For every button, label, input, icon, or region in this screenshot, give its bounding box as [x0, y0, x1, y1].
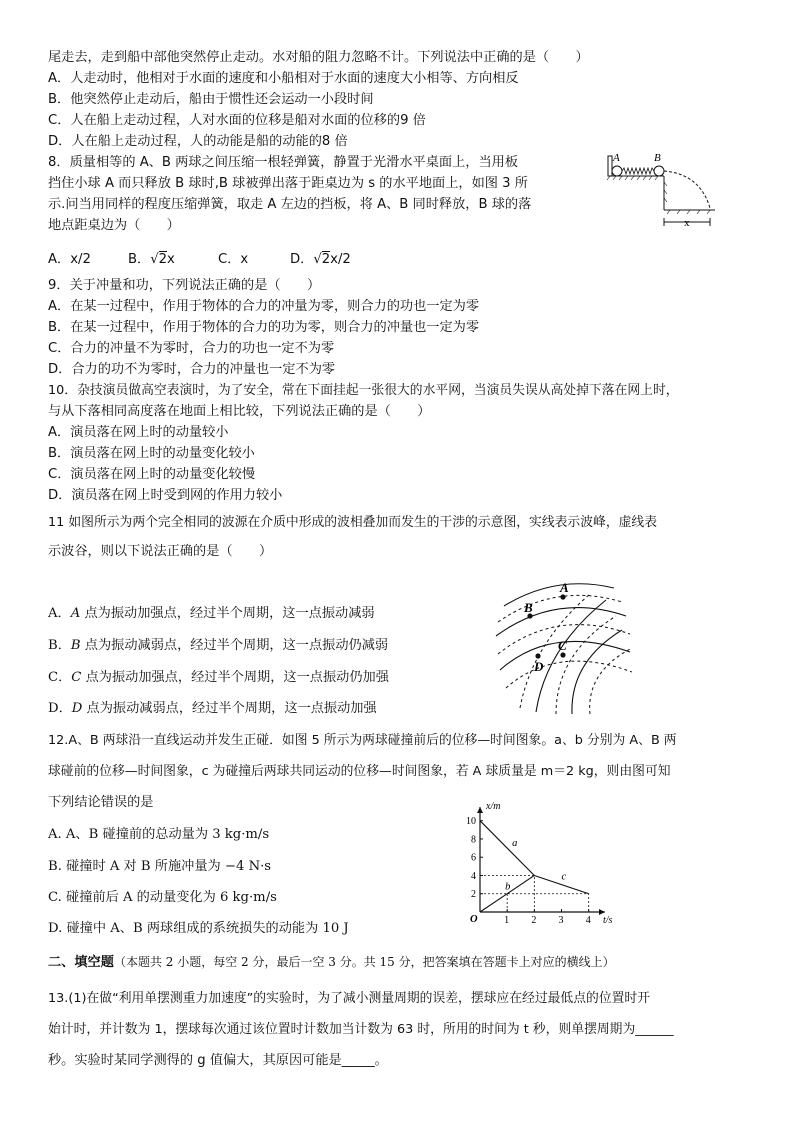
q13-line-1: 13.(1)在做“利用单摆测重力加速度”的实验时，为了减小测量周期的误差，摆球应在经过最低点的位置时开	[48, 991, 651, 1006]
q10-option-a: A．演员落在网上时的动量较小	[48, 425, 229, 440]
q12-option-c: C. 碰撞前后 A 的动量变化为 6 kg·m/s	[48, 890, 277, 905]
ball-a	[612, 166, 622, 176]
q11-option-c-text: 点为振动加强点，经过半个周期，这一点振动仍加强	[81, 670, 389, 685]
y-tick-label: 2	[471, 889, 476, 901]
q9-stem: 9．关于冲量和功，下列说法正确的是（ ）	[48, 278, 321, 293]
y-tick-label: 6	[471, 852, 476, 864]
section-2-title: 二、填空题	[48, 955, 114, 970]
q8-option-b	[128, 250, 175, 269]
q9-option-c: C．合力的冲量不为零时，合力的功也一定不为零	[48, 341, 335, 356]
x-tick-label: 3	[558, 915, 564, 925]
q10-option-b: B．演员落在网上时的动量变化较小	[48, 446, 255, 461]
section-2-heading	[48, 953, 615, 972]
label-x: x	[684, 217, 690, 229]
q11-option-d-text: 点为振动减弱点，经过半个周期，这一点振动加强	[82, 701, 377, 716]
q8-option-b-label: B．	[128, 252, 151, 267]
point-c	[560, 652, 565, 657]
table	[607, 176, 715, 214]
q12-option-b: B. 碰撞时 A 对 B 所施冲量为 −4 N·s	[48, 859, 272, 874]
q8-option-d	[290, 250, 351, 269]
q11-option-d-point: D	[71, 701, 83, 716]
q8-option-b-radicand: 2	[158, 252, 168, 267]
q11-option-c-prefix: C．	[48, 670, 72, 685]
q8-option-c: C．x	[218, 252, 249, 267]
x-tick-label: 1	[504, 915, 510, 925]
origin-label: O	[470, 914, 478, 925]
stop-board	[608, 156, 612, 176]
q7-option-b: B．他突然停止走动后，船由于惯性还会运动一小段时间	[48, 92, 374, 107]
q13-line-3: 秒。实验时某同学测得的 g 值偏大，其原因可能是_____。	[48, 1053, 388, 1068]
q11-option-d-prefix: D．	[48, 701, 72, 716]
point-a	[560, 594, 565, 599]
label-a: A	[560, 580, 569, 595]
sqrt-icon: √	[150, 252, 159, 267]
chart-axes	[477, 807, 605, 915]
series-label-a: a	[512, 838, 518, 850]
q8-option-d-label: D．	[290, 252, 314, 267]
q11-stem-1: 11 如图所示为两个完全相同的波源在介质中形成的波相叠加而发生的干涉的示意图，实线表示波峰，虚线表	[48, 515, 658, 530]
y-axis-label: x/m	[486, 801, 501, 812]
q12-option-a: A. A、B 碰撞前的总动量为 3 kg·m/s	[48, 827, 270, 842]
q7-option-d: D．人在船上走动过程，人的动能是船的动能的8 倍	[48, 134, 348, 149]
q8-option-d-var: x/2	[330, 252, 351, 267]
label-a: A	[613, 152, 620, 164]
chart-guides	[480, 875, 589, 912]
q11-option-a-text: 点为振动加强点，经过半个周期，这一点振动减弱	[80, 606, 375, 621]
label-c: C	[558, 638, 567, 653]
q7-option-a: A．人走动时，他相对于水面的速度和小船相对于水面的速度大小相等、方向相反	[48, 71, 519, 86]
q8-line-4: 地点距桌边为（ ）	[48, 218, 180, 233]
q11-option-c-point: C	[71, 670, 82, 685]
q7-option-c: C．人在船上走动过程，人对水面的位移是船对水面的位移的9 倍	[48, 113, 426, 128]
q11-option-b-text: 点为振动减弱点，经过半个周期，这一点振动仍减弱	[80, 638, 389, 653]
point-d	[535, 653, 540, 658]
q8-option-a: A．x/2	[48, 252, 91, 267]
y-axis-arrow	[477, 807, 483, 813]
q11-option-a	[48, 604, 375, 623]
q8-option-d-radicand: 2	[321, 252, 331, 267]
label-d: D	[534, 659, 544, 674]
label-b: B	[654, 152, 661, 164]
section-2-note: （本题共 2 小题，每空 2 分，最后一空 3 分。共 15 分，把答案填在答题卡上对应的横线上）	[113, 955, 615, 969]
series-label-c: c	[561, 871, 567, 883]
q11-option-b-prefix: B．	[48, 638, 71, 653]
spring	[622, 168, 654, 174]
q8-line-2: 挡住小球 A 而只释放 B 球时,B 球被弹出落于距桌边为 s 的水平地面上，如图 3 所	[48, 176, 528, 191]
y-tick-label: 8	[471, 834, 476, 846]
q12-option-d: D. 碰撞中 A、B 两球组成的系统损失的动能为 10 J	[48, 921, 349, 936]
q9-option-d: D．合力的功不为零时，合力的冲量也一定不为零	[48, 362, 336, 377]
y-tick-label: 10	[466, 816, 476, 828]
q11-stem-2: 示波谷，则以下说法正确的是（ ）	[48, 544, 273, 559]
q10-stem-2: 与从下落相同高度落在地面上相比较，下列说法正确的是（ ）	[48, 404, 431, 419]
series-label-b: b	[505, 881, 511, 893]
y-tick-label: 4	[471, 870, 476, 882]
q12-xt-chart	[460, 800, 620, 925]
x-tick-label: 4	[585, 915, 591, 925]
q11-figure	[486, 578, 636, 714]
q8-figure	[600, 148, 720, 234]
ball-b	[654, 166, 664, 176]
q8-line-3: 示.问当用同样的程度压缩弹簧，取走 A 左边的挡板，将 A、B 同时释放，B 球的落	[48, 197, 532, 212]
q7-stem-tail: 尾走去，走到船中部他突然停止走动。水对船的阻力忽略不计。下列说法中正确的是（ ）	[48, 50, 589, 65]
q11-option-c	[48, 668, 389, 687]
trajectory	[664, 171, 710, 208]
q12-stem-1: 12.A、B 两球沿一直线运动并发生正碰．如图 5 所示为两球碰撞前后的位移—时间图象。a、b 分别为 A、B 两	[48, 733, 677, 748]
sqrt-icon: √	[313, 252, 322, 267]
x-tick-label: 2	[531, 915, 537, 925]
q11-option-b-point: B	[70, 638, 81, 653]
q11-option-a-point: A	[70, 606, 81, 621]
q8-option-b-var: x	[167, 252, 175, 267]
q12-stem-3: 下列结论错误的是	[48, 795, 154, 810]
q10-option-c: C．演员落在网上时的动量变化较慢	[48, 467, 256, 482]
series-line-a	[480, 821, 534, 876]
q13-line-2: 始计时，并计数为 1，摆球每次通过该位置时计数加当计数为 63 时，所用的时间为 t 秒，则单摆周期为______	[48, 1022, 674, 1037]
q11-option-a-prefix: A．	[48, 606, 71, 621]
q9-option-a: A．在某一过程中，作用于物体的合力的冲量为零，则合力的功也一定为零	[48, 299, 480, 314]
q10-stem-1: 10．杂技演员做高空表演时，为了安全，常在下面挂起一张很大的水平网，当演员失误从高处掉下落在网上时，	[48, 383, 679, 398]
label-b: B	[524, 600, 533, 615]
q9-option-b: B．在某一过程中，作用于物体的合力的功为零，则合力的冲量也一定为零	[48, 320, 480, 335]
q11-option-b	[48, 636, 388, 655]
q11-option-d	[48, 699, 377, 718]
x-axis-label: t/s	[603, 915, 613, 925]
q8-line-1: 8．质量相等的 A、B 两球之间压缩一根轻弹簧，静置于光滑水平桌面上，当用板	[48, 155, 519, 170]
q12-stem-2: 球碰前的位移—时间图象，c 为碰撞后两球共同运动的位移—时间图象，若 A 球质量是 m＝2 kg，则由图可知	[48, 764, 671, 779]
q10-option-d: D．演员落在网上时受到网的作用力较小	[48, 488, 283, 503]
